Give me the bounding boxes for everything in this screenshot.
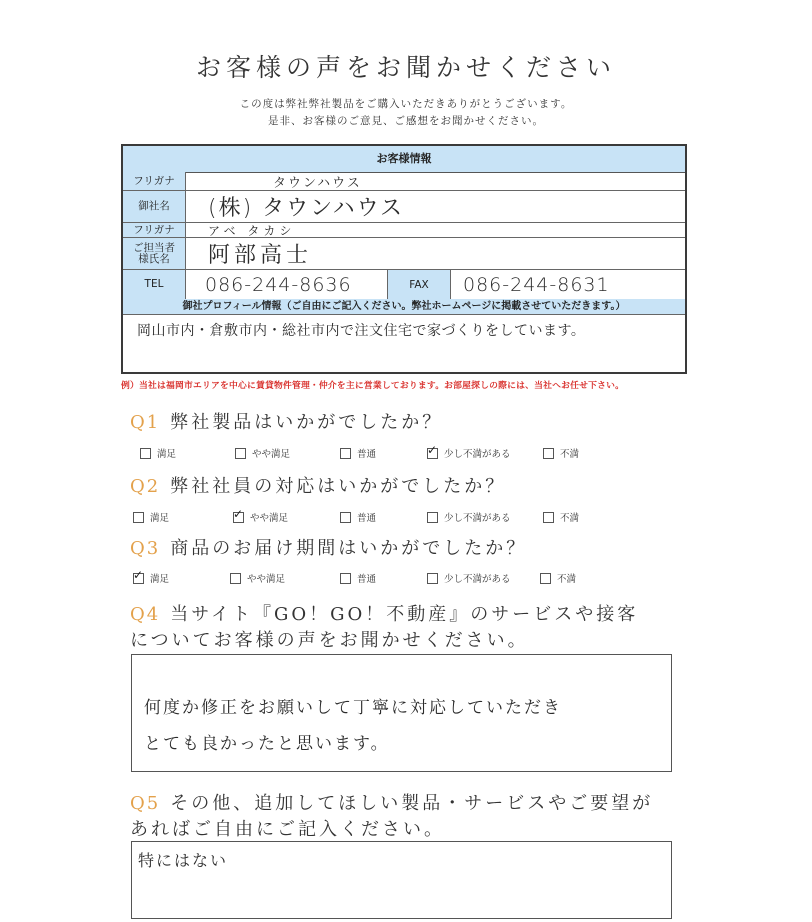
tel-value[interactable]: 086-244-8636 (205, 273, 352, 296)
checkbox-checked-icon[interactable] (133, 567, 144, 584)
option-label: 普通 (357, 513, 377, 524)
person-label-line-1: ご担当者 (133, 241, 175, 254)
option-label: 少し不満がある (444, 449, 511, 460)
q4-answer-box[interactable] (131, 654, 672, 772)
option-label: 不満 (560, 513, 580, 524)
furigana2-row (123, 223, 685, 238)
tel-label: TEL (123, 270, 186, 299)
check-mark-icon: ✓ (133, 567, 144, 582)
furigana-label: フリガナ (123, 172, 186, 190)
checkbox-icon[interactable] (340, 573, 351, 584)
question-3-number: Q3 (130, 538, 161, 559)
customer-info-header: お客様情報 (123, 146, 685, 173)
option-label: やや満足 (247, 574, 286, 585)
example-note: 例）当社は福岡市エリアを中心に賃貸物件管理・仲介を主に営業しております。お部屋探しの際には、当社へお任せ下さい。 (121, 381, 625, 391)
checkbox-icon[interactable] (427, 512, 438, 523)
checkbox-icon[interactable] (230, 573, 241, 584)
checkbox-icon[interactable] (235, 448, 246, 459)
person-value[interactable]: 阿部高士 (208, 243, 313, 268)
q3-option-3[interactable] (340, 571, 376, 585)
q1-option-5[interactable] (543, 446, 579, 460)
person-label (123, 238, 186, 269)
question-1 (130, 408, 443, 434)
q2-option-1[interactable] (133, 510, 169, 524)
option-label: やや満足 (252, 449, 291, 460)
checkbox-icon[interactable] (540, 573, 551, 584)
company-row (123, 191, 685, 223)
check-mark-icon: ✓ (233, 506, 244, 521)
option-label: 満足 (157, 449, 177, 460)
q3-option-2[interactable] (230, 571, 285, 585)
option-label: 不満 (560, 449, 580, 460)
question-5-line-1: その他、追加してほしい製品・サービスやご要望が (170, 793, 654, 814)
person-row (123, 238, 685, 270)
fax-label: FAX (387, 270, 451, 299)
checkbox-icon[interactable] (427, 573, 438, 584)
q5-answer-text: 特にはない (138, 851, 229, 870)
checkbox-icon[interactable] (543, 512, 554, 523)
question-1-text: 弊社製品はいかがでしたか？ (170, 412, 444, 433)
furigana2-value[interactable]: アベ タカシ (208, 223, 296, 238)
q1-option-2[interactable] (235, 446, 290, 460)
q1-option-1[interactable] (140, 446, 176, 460)
q3-option-4[interactable] (427, 571, 511, 585)
checkbox-icon[interactable] (340, 512, 351, 523)
question-4-number: Q4 (130, 604, 161, 625)
option-label: 少し不満がある (444, 513, 511, 524)
option-label: 普通 (357, 449, 377, 460)
q2-option-2[interactable] (233, 506, 289, 524)
option-label: 少し不満がある (444, 574, 511, 585)
intro-line-2: 是非、お客様のご意見、ご感想をお聞かせください。 (268, 115, 544, 127)
q4-answer-line-1: 何度か修正をお願いして丁寧に対応していただき (144, 698, 562, 718)
company-value[interactable]: (株) タウンハウス (208, 196, 404, 221)
q2-option-4[interactable] (427, 510, 511, 524)
option-label: 不満 (557, 574, 577, 585)
question-2-text: 弊社社員の対応はいかがでしたか？ (170, 476, 507, 497)
q5-answer-box[interactable] (131, 841, 672, 919)
checkbox-icon[interactable] (140, 448, 151, 459)
furigana-value[interactable]: タウンハウス (273, 175, 362, 191)
furigana2-label: フリガナ (123, 223, 186, 237)
q4-answer-line-2: とても良かったと思います。 (144, 734, 390, 754)
page-title: お客様の声をお聞かせください (195, 53, 616, 82)
check-mark-icon: ✓ (427, 442, 438, 457)
question-5-number: Q5 (130, 793, 161, 814)
customer-info-table (121, 144, 687, 374)
tel-fax-row (123, 270, 685, 299)
question-3 (130, 534, 527, 560)
profile-header: 御社プロフィール情報（ご自由にご記入ください。弊社ホームページに掲載させていただきます。） (123, 299, 685, 315)
question-1-number: Q1 (130, 412, 161, 433)
company-label: 御社名 (123, 191, 186, 222)
profile-value[interactable]: 岡山市内・倉敷市内・総社市内で注文住宅で家づくりをしています。 (137, 323, 586, 339)
question-2 (130, 472, 506, 498)
question-4 (130, 600, 638, 626)
checkbox-icon[interactable] (340, 448, 351, 459)
checkbox-checked-icon[interactable] (233, 506, 244, 523)
checkbox-checked-icon[interactable] (427, 442, 438, 459)
intro-line-1: この度は弊社弊社製品をご購入いただきありがとうございます。 (239, 98, 573, 110)
q1-option-4[interactable] (427, 442, 511, 460)
q2-option-3[interactable] (340, 510, 376, 524)
q3-option-1[interactable] (133, 567, 170, 585)
checkbox-icon[interactable] (133, 512, 144, 523)
q3-option-5[interactable] (540, 571, 576, 585)
question-5-line-2: あればご自由にご記入ください。 (130, 819, 445, 840)
option-label: 満足 (150, 574, 170, 585)
question-4-line-2: についてお客様の声をお聞かせください。 (130, 630, 529, 651)
person-label-line-2: 様氏名 (138, 252, 170, 265)
q2-option-5[interactable] (543, 510, 579, 524)
fax-value[interactable]: 086-244-8631 (463, 273, 610, 296)
question-2-number: Q2 (130, 476, 161, 497)
furigana-row (123, 172, 685, 191)
question-3-text: 商品のお届け期間はいかがでしたか？ (170, 538, 528, 559)
checkbox-icon[interactable] (543, 448, 554, 459)
option-label: 普通 (357, 574, 377, 585)
option-label: 満足 (150, 513, 170, 524)
option-label: やや満足 (250, 513, 289, 524)
question-4-line-1: 当サイト『GO！GO！不動産』のサービスや接客 (170, 604, 639, 625)
question-5 (130, 789, 653, 815)
q1-option-3[interactable] (340, 446, 376, 460)
